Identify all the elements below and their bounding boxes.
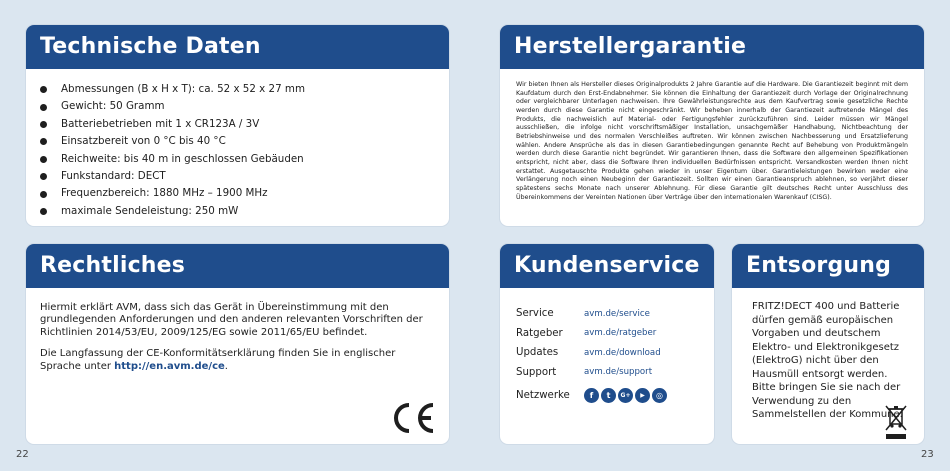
crossed-out-bin-icon: [883, 403, 909, 441]
bullet-icon: [40, 156, 47, 163]
bullet-icon: [40, 86, 47, 93]
service-row: [516, 343, 700, 363]
customer-service-card: [500, 244, 714, 444]
bullet-icon: [40, 208, 47, 215]
tech-data-title: Technische Daten: [26, 25, 449, 69]
tech-item-text: Funkstandard: DECT: [61, 170, 166, 183]
disposal-text: FRITZ!DECT 400 und Batterie dürfen gemäß europäischen Vorgaben und deutschem Elektro- und Elektronikgesetz (ElektroG) nicht über den Hausmüll entsorgt werden. Bitte bringen Sie sie nach der Verwendung zu den Sammelstellen der Kommune.: [752, 301, 903, 420]
tech-item-text: maximale Sendeleistung: 250 mW: [61, 204, 239, 217]
legal-ce-text: Die Langfassung der CE-Konformitätserklärung finden Sie in englischer Sprache unter: [40, 348, 396, 372]
service-links-table: [500, 288, 714, 406]
list-item: [40, 185, 435, 202]
list-item: [40, 133, 435, 150]
support-link[interactable]: avm.de/support: [584, 367, 653, 378]
legal-paragraph: Hiermit erklärt AVM, dass sich das Gerät in Übereinstimmung mit den grundlegenden Anforderungen und den anderen relevanten Vorschriften der Richtlinien 2014/53/EU, 2009/125/EG sowie 2011/65/EU befindet.: [40, 302, 423, 338]
page-number-left: 22: [16, 449, 29, 460]
updates-link[interactable]: avm.de/download: [584, 347, 661, 358]
social-icons: [584, 388, 667, 403]
legal-ce-suffix: .: [224, 360, 228, 372]
service-link[interactable]: avm.de/service: [584, 308, 650, 319]
list-item: [40, 203, 435, 220]
tech-item-text: Abmessungen (B x H x T): ca. 52 x 52 x 27 mm: [61, 83, 305, 95]
service-label: Support: [516, 366, 557, 378]
tech-item-text: Einsatzbereit von 0 °C bis 40 °C: [61, 135, 226, 148]
social-label: Netzwerke: [516, 389, 570, 401]
service-row: [516, 324, 700, 344]
disposal-title: Entsorgung: [732, 244, 924, 288]
page-number-right: 23: [921, 449, 934, 460]
youtube-icon[interactable]: ▶: [635, 388, 650, 403]
list-item: [40, 81, 435, 98]
list-item: [40, 151, 435, 168]
service-row: [516, 304, 700, 324]
bullet-icon: [40, 173, 47, 180]
tech-item-text: Frequenzbereich: 1880 MHz – 1900 MHz: [61, 187, 268, 200]
tech-item-text: Batteriebetrieben mit 1 x CR123A / 3V: [61, 117, 260, 130]
service-label: Updates: [516, 347, 559, 359]
bullet-icon: [40, 104, 47, 111]
bullet-icon: [40, 121, 47, 128]
ce-declaration-link[interactable]: http://en.avm.de/ce: [114, 360, 225, 372]
warranty-title: Herstellergarantie: [500, 25, 924, 69]
legal-title: Rechtliches: [26, 244, 449, 288]
twitter-icon[interactable]: t: [601, 388, 616, 403]
guide-link[interactable]: avm.de/ratgeber: [584, 328, 657, 339]
service-label: Service: [516, 308, 554, 320]
service-label: Ratgeber: [516, 327, 563, 339]
social-row: [516, 384, 700, 406]
list-item: [40, 168, 435, 185]
tech-data-card: [26, 25, 449, 226]
customer-service-title: Kundenservice: [500, 244, 714, 288]
bullet-icon: [40, 191, 47, 198]
ce-mark-icon: [389, 401, 437, 435]
warranty-card: [500, 25, 924, 226]
tech-item-text: Reichweite: bis 40 m in geschlossen Gebäuden: [61, 152, 304, 165]
legal-body: [26, 288, 449, 373]
list-item: [40, 116, 435, 133]
list-item: [40, 98, 435, 115]
instagram-icon[interactable]: ◎: [652, 388, 667, 403]
legal-paragraph-ce: [40, 348, 435, 373]
tech-item-text: Gewicht: 50 Gramm: [61, 100, 165, 113]
warranty-text: Wir bieten Ihnen als Hersteller dieses Originalprodukts 2 Jahre Garantie auf die Hardware. Die Garantiezeit beginnt mit dem Kaufdatum durch den Erst-Endabnehmer. Sie können die Einhaltung der Garantiezeit durch Vorlage der Originalrechnung oder vergleichbarer Unterlagen nachweisen. Ihre Gewährleistungsrechte aus dem Kaufvertrag sowie gesetzliche Rechte werden durch diese Garantie nicht eingeschränkt. Wir beheben innerhalb der Garantiezeit auftretende Mängel des Produkts, die nachweislich auf Material- oder Fertigungsfehler zurückzuführen sind. Leider müssen wir Mängel ausschließen, die infolge nicht vorschriftsmäßiger Installation, unsachgemäßer Handhabung, Nichtbeachtung der Betriebshinweise und des normalen Verschleißes auftreten. Wir können zwischen Nachbesserung und Ersatzlieferung wählen. Andere Ansprüche als das in diesen Garantiebedingungen genannte Recht auf Behebung von Produktmängeln werden durch diese Garantie nicht begründet. Wir garantieren Ihnen, dass die Software den allgemeinen Spezifikationen entspricht, nicht aber, dass die Software Ihren individuellen Bedürfnissen entspricht. Versandkosten werden Ihnen nicht erstattet. Ausgetauschte Produkte gehen wieder in unser Eigentum über. Garantieleistungen bewirken weder eine Verlängerung noch einen Neubeginn der Garantiezeit. Sollten wir einen Garantieanspruch ablehnen, so verjährt dieser spätestens sechs Monate nach unserer Ablehnung. Für diese Garantie gilt deutsches Recht unter Ausschluss des Übereinkommens der Vereinten Nationen über Verträge über den internationalen Warenkauf (CISG).: [516, 81, 908, 201]
facebook-icon[interactable]: f: [584, 388, 599, 403]
legal-card: [26, 244, 449, 444]
google-plus-icon[interactable]: G+: [618, 388, 633, 403]
bullet-icon: [40, 138, 47, 145]
tech-data-list: [26, 69, 449, 220]
service-row: [516, 363, 700, 383]
